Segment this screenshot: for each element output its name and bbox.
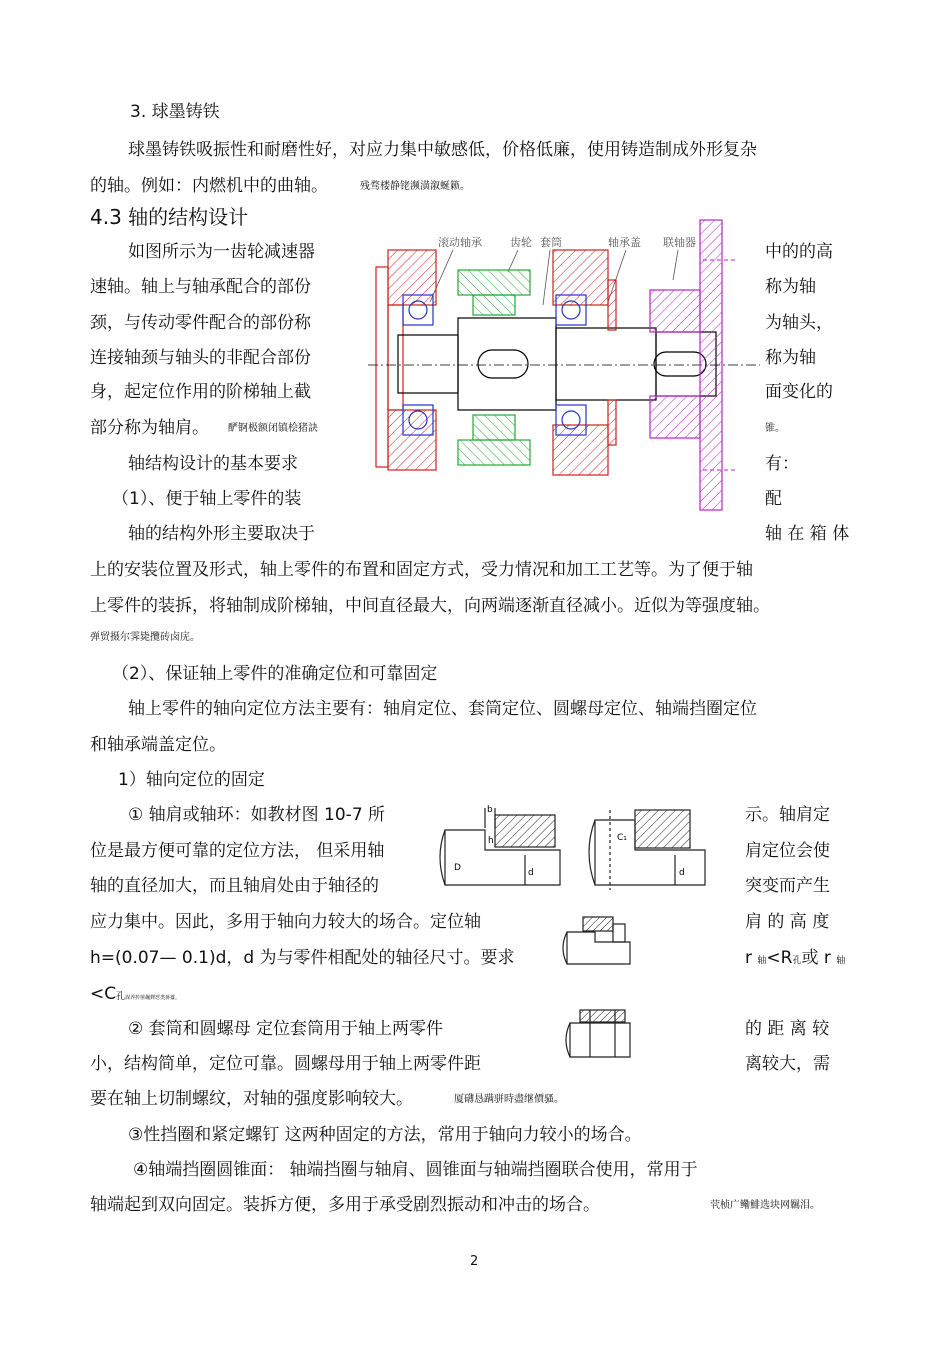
formula-line: r 轴<R孔或 r 轴 [745, 948, 846, 968]
paragraph-line: 应力集中。因此，多用于轴向力较大的场合。定位轴 [90, 912, 481, 932]
paragraph-line: 配 [765, 489, 782, 509]
paragraph-line: 上的安装位置及形式，轴上零件的布置和固定方式，受力情况和加工工艺等。为了便于轴 [90, 560, 753, 580]
paragraph-line: 离较大，需 [745, 1054, 830, 1074]
paragraph-line: 位是最方便可靠的定位方法， 但采用轴 [90, 841, 385, 861]
label-d: d [528, 868, 534, 878]
label-coupling: 联轴器 [663, 236, 696, 249]
paragraph-line: 身，起定位作用的阶梯轴上截 [90, 382, 311, 402]
sleeve-figure [560, 1005, 640, 1063]
gear-reducer-shaft-figure [368, 210, 760, 515]
paragraph-line: 小，结构简单，定位可靠。圆螺母用于轴上两零件距 [90, 1054, 481, 1074]
label-D: D [454, 863, 461, 873]
noise-text: 残骛楼静铑濒潢溆蜒籁。 [360, 181, 470, 192]
paragraph-line: 称为轴 [765, 348, 816, 368]
noise-text: 厦礴恳蹒骈時盡继價骚。 [454, 1094, 564, 1105]
paragraph-line: 轴上零件的轴向定位方法主要有：轴肩定位、套筒定位、圆螺母定位、轴端挡圈定位 [128, 699, 757, 719]
noise-text: 酽锕极额闭镇桧猪訣 [228, 423, 318, 434]
paragraph-line: 上零件的装拆，将轴制成阶梯轴，中间直径最大，向两端逐渐直径减小。近似为等强度轴。 [90, 596, 770, 616]
label-bearing-cap: 轴承盖 [608, 236, 641, 249]
noise-text: 茕桢广鳓鯡选块网羈泪。 [710, 1200, 820, 1211]
formula-line: <C孔謀养抟箧飆鐸怼类蒋薹。 [90, 984, 181, 1004]
paragraph-line: 轴的结构外形主要取决于 [128, 524, 315, 544]
paragraph-line: ② 套筒和圆螺母 定位套筒用于轴上两零件 [128, 1019, 444, 1039]
paragraph-line: 肩 的 高 度 [745, 912, 830, 932]
paragraph-line: h=(0.07— 0.1)d，d 为与零件相配处的轴径尺寸。要求 [90, 948, 515, 968]
label-sleeve: 套筒 [540, 236, 562, 249]
paragraph-line: 轴 在 箱 体 [765, 524, 850, 544]
section-heading-ductile-iron: 3. 球墨铸铁 [130, 102, 220, 122]
paragraph-line: 连接轴颈与轴头的非配合部份 [90, 348, 311, 368]
label-gear: 齿轮 [510, 236, 532, 249]
label-b: b [487, 805, 493, 815]
paragraph-line: 速轴。轴上与轴承配合的部份 [90, 277, 311, 297]
label-C1: C₁ [617, 833, 627, 843]
right-housing [553, 250, 616, 475]
paragraph-line: 的 距 离 较 [745, 1019, 830, 1039]
paragraph-line: 轴结构设计的基本要求 [128, 454, 298, 474]
noise-text: 弹贸摄尔霁毙攬砖卤庑。 [90, 632, 200, 643]
paragraph-line: 轴端起到双向固定。装拆方便，多用于承受剧烈振动和冲击的场合。 [90, 1195, 600, 1215]
paragraph-line: 为轴头， [765, 313, 833, 333]
paragraph-line: ① 轴肩或轴环：如教材图 10-7 所 [128, 805, 386, 825]
paragraph-line: 突变而产生 [745, 876, 830, 896]
label-d2: d [679, 868, 685, 878]
gear [458, 270, 530, 465]
paragraph-line: ④轴端挡圈圆锥面： 轴端挡圈与轴肩、圆锥面与轴端挡圈联合使用，常用于 [133, 1160, 698, 1180]
paragraph-line: 的轴。例如：内燃机中的曲轴。 [90, 176, 328, 196]
shaft-chamfer-figure [575, 800, 730, 895]
paragraph-line: ③性挡圈和紧定螺钉 这两种固定的方法，常用于轴向力较小的场合。 [128, 1125, 642, 1145]
paragraph-line: 有： [765, 454, 799, 474]
paragraph-heading: 1）轴向定位的固定 [118, 770, 265, 790]
paragraph-heading: （2）、保证轴上零件的准确定位和可靠固定 [112, 664, 438, 684]
paragraph-line: 如图所示为一齿轮减速器 [128, 242, 315, 262]
paragraph-line: 球墨铸铁吸振性和耐磨性好，对应力集中敏感低，价格低廉，使用铸造制成外形复杂 [128, 140, 757, 160]
paragraph-line: 中的的高 [765, 242, 833, 262]
paragraph-line: 面变化的 [765, 382, 833, 402]
paragraph-line: （1）、便于轴上零件的装 [112, 489, 302, 509]
left-housing [376, 250, 436, 470]
paragraph-line: 称为轴 [765, 277, 816, 297]
paragraph-line: 轴的直径加大，而且轴肩处由于轴径的 [90, 876, 379, 896]
paragraph-line: 和轴承端盖定位。 [90, 735, 226, 755]
section-heading-shaft-design: 4.3 轴的结构设计 [90, 205, 249, 229]
paragraph-line: 示。轴肩定 [745, 805, 830, 825]
paragraph-line: 肩定位会使 [745, 841, 830, 861]
noise-text: 锥。 [765, 423, 785, 434]
paragraph-line: 颈，与传动零件配合的部份称 [90, 313, 311, 333]
page-number: 2 [470, 1254, 479, 1269]
shaft-fillet-figure [555, 912, 635, 970]
label-bearing: 滚动轴承 [438, 236, 482, 249]
label-h: h [488, 836, 494, 846]
paragraph-line: 要在轴上切制螺纹，对轴的强度影响较大。 [90, 1089, 413, 1109]
paragraph-line: 部分称为轴肩。 [90, 418, 209, 438]
